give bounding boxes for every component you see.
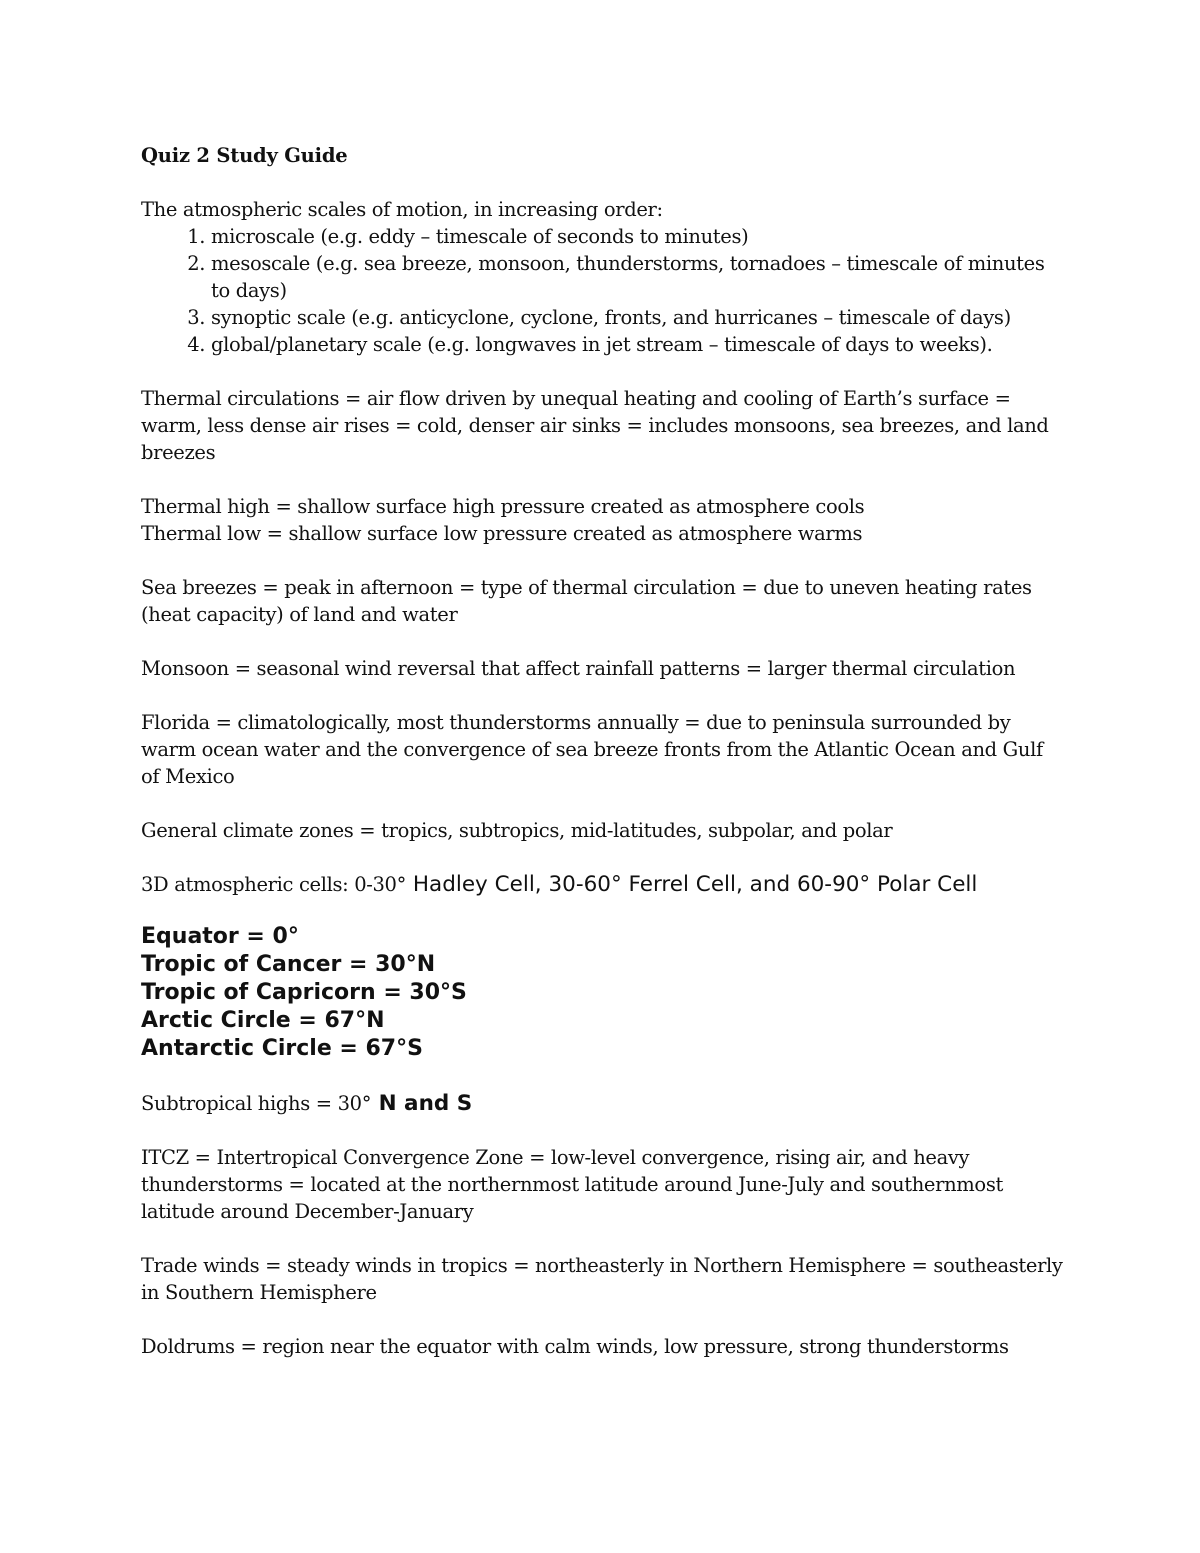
thermal-low-line: Thermal low = shallow surface low pressure created as atmosphere warms [141,522,863,545]
thermal-circulations-paragraph: Thermal circulations = air flow driven by unequal heating and cooling of Earth’s surface = warm, less dense air rises = cold, denser air sinks = includes monsoons, sea breezes, and land breezes [141,387,1049,464]
document-body [141,142,1066,1387]
subtropical-highs-paragraph [141,1090,1066,1117]
list-item: 1. microscale (e.g. eddy – timescale of seconds to minutes) [211,223,1066,250]
florida-paragraph: Florida = climatologically, most thunderstorms annually = due to peninsula surrounded by warm ocean water and the convergence of sea breeze fronts from the Atlantic Ocean and Gulf of Mexico [141,711,1043,788]
latitude-tropic-of-cancer: Tropic of Cancer = 30°N [141,952,436,977]
list-item: 4. global/planetary scale (e.g. longwaves in jet stream – timescale of days to weeks). [211,331,1066,358]
sea-breezes-paragraph: Sea breezes = peak in afternoon = type of thermal circulation = due to uneven heating rates (heat capacity) of land and water [141,576,1032,626]
scales-intro: The atmospheric scales of motion, in increasing order: [141,198,663,221]
document-title: Quiz 2 Study Guide [141,144,348,167]
thermal-high-line: Thermal high = shallow surface high pressure created as atmosphere cools [141,495,865,518]
scales-list [141,223,1066,358]
atmospheric-cells-paragraph [141,871,1066,898]
latitude-tropic-of-capricorn: Tropic of Capricorn = 30°S [141,980,467,1005]
monsoon-paragraph: Monsoon = seasonal wind reversal that affect rainfall patterns = larger thermal circulation [141,657,1016,680]
itcz-paragraph: ITCZ = Intertropical Convergence Zone = low-level convergence, rising air, and heavy thunderstorms = located at the northernmost latitude around June-July and southernmost latitude around December-January [141,1146,1003,1223]
doldrums-paragraph: Doldrums = region near the equator with calm winds, low pressure, strong thunderstorms [141,1335,1009,1358]
cells-prefix: 3D atmospheric cells: 0-30° [141,873,407,896]
thermal-pressure-paragraph [141,493,1066,547]
list-item: 2. mesoscale (e.g. sea breeze, monsoon, thunderstorms, tornadoes – timescale of minutes to days) [211,250,1066,304]
latitudes-list [141,923,1066,1063]
climate-zones-paragraph: General climate zones = tropics, subtropics, mid-latitudes, subpolar, and polar [141,819,893,842]
list-item: 3. synoptic scale (e.g. anticyclone, cyclone, fronts, and hurricanes – timescale of days) [211,304,1066,331]
cells-rest: Hadley Cell, 30-60° Ferrel Cell, and 60-90° Polar Cell [406,872,978,897]
latitude-antarctic-circle: Antarctic Circle = 67°S [141,1036,423,1061]
trade-winds-paragraph: Trade winds = steady winds in tropics = northeasterly in Northern Hemisphere = southeasterly in Southern Hemisphere [141,1254,1063,1304]
subtropical-highs-prefix: Subtropical highs = 30° [141,1092,372,1115]
subtropical-highs-rest: N and S [371,1091,473,1116]
latitude-arctic-circle: Arctic Circle = 67°N [141,1008,385,1033]
latitude-equator: Equator = 0° [141,924,299,949]
